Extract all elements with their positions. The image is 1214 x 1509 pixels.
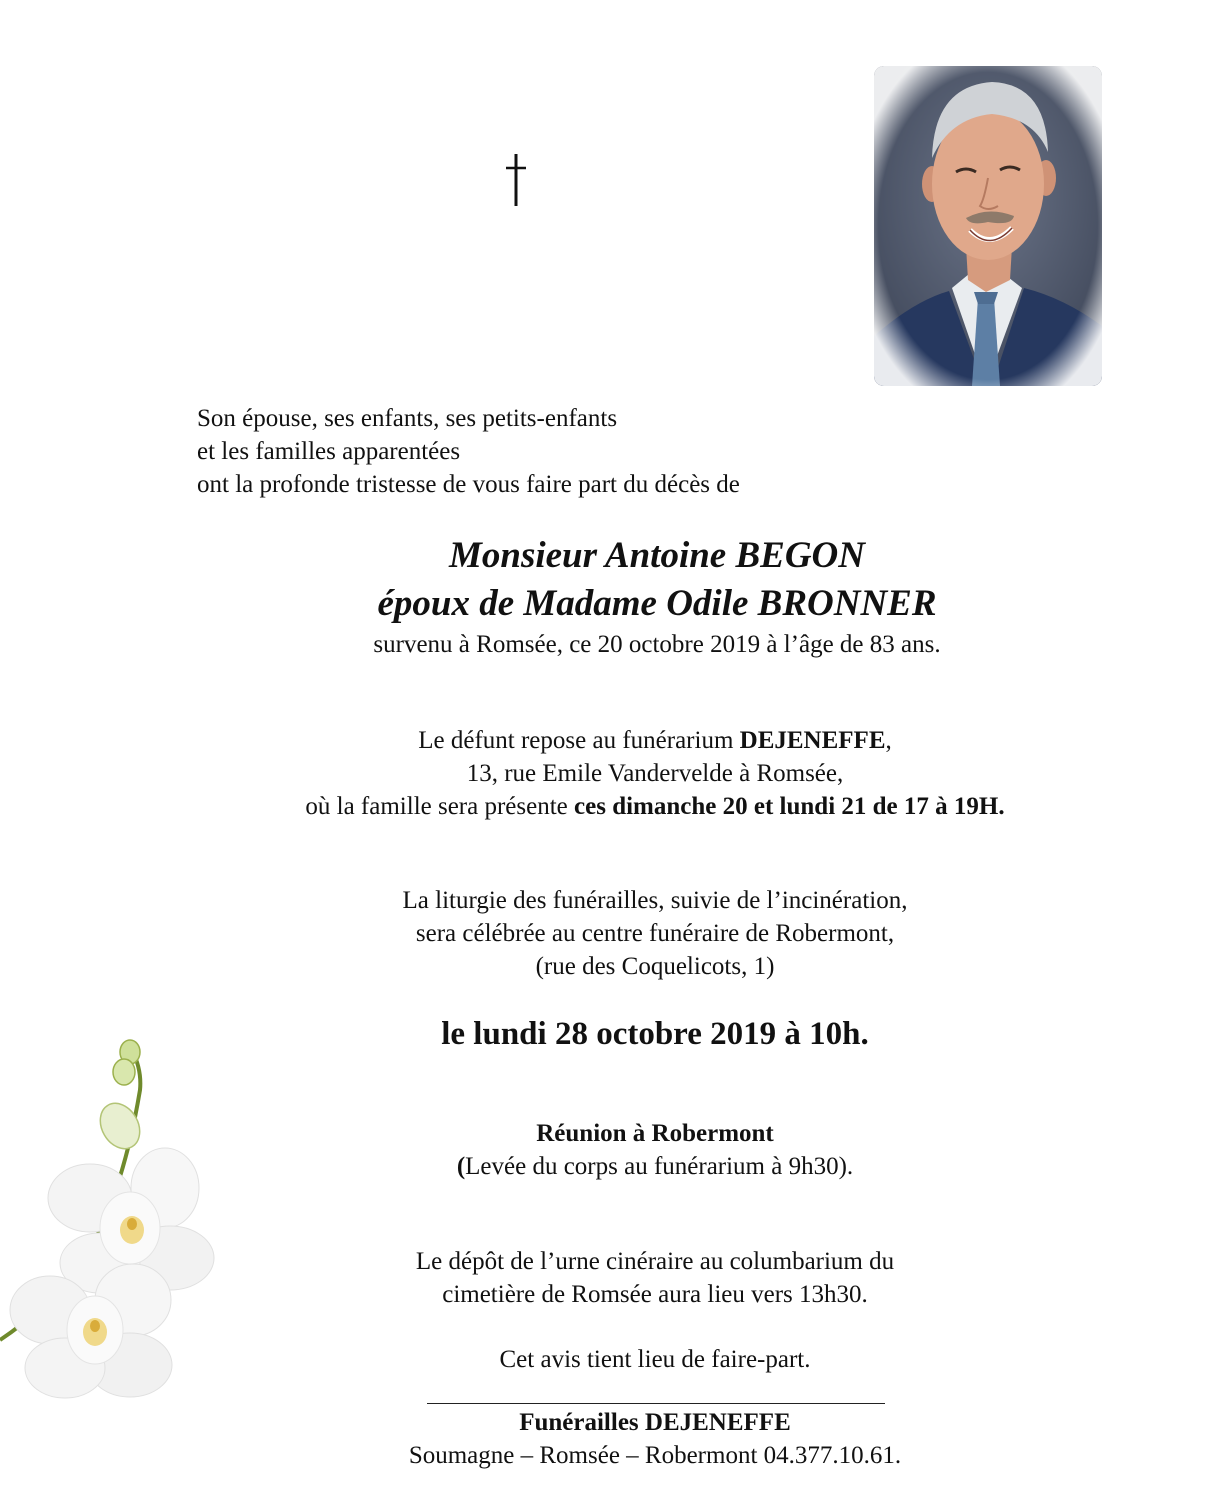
repose-text: Le défunt repose au funérarium xyxy=(418,727,740,754)
liturgy-line: sera célébrée au centre funéraire de Robermont, xyxy=(415,920,895,947)
funeral-home-paragraph xyxy=(60,724,1214,823)
death-details: survenu à Romsée, ce 20 octobre 2019 à l’âge de 83 ans. xyxy=(373,631,941,658)
visiting-hours: ces dimanche 20 et lundi 21 de 17 à 19H. xyxy=(574,793,1005,820)
funeral-contact: Soumagne – Romsée – Robermont 04.377.10.61. xyxy=(408,1442,902,1469)
deceased-name-block xyxy=(62,532,1214,628)
family-intro xyxy=(197,402,740,501)
deposit-line: Le dépôt de l’urne cinéraire au columbarium du xyxy=(415,1248,895,1275)
intro-line: Son épouse, ses enfants, ses petits-enfants xyxy=(197,405,618,432)
gathering-title: Réunion à Robermont xyxy=(536,1120,774,1147)
divider-line xyxy=(427,1403,885,1404)
liturgy-line: La liturgie des funérailles, suivie de l’incinération, xyxy=(402,887,908,914)
deposit-line: cimetière de Romsée aura lieu vers 13h30. xyxy=(442,1281,868,1308)
ceremony-date: le lundi 28 octobre 2019 à 10h. xyxy=(441,1016,869,1052)
footer xyxy=(60,1406,1214,1472)
liturgy-paragraph xyxy=(60,884,1214,983)
deceased-name: Monsieur Antoine BEGON xyxy=(448,535,865,576)
funeral-home-name: DEJENEFFE xyxy=(739,727,886,754)
repose-line-1 xyxy=(60,724,1214,757)
gathering-detail-text: Levée du corps au funérarium à 9h30). xyxy=(465,1153,854,1180)
spouse-name: époux de Madame Odile BRONNER xyxy=(377,583,937,624)
liturgy-line: (rue des Coquelicots, 1) xyxy=(535,953,775,980)
repose-line-2: 13, rue Emile Vandervelde à Romsée, xyxy=(466,760,844,787)
repose-line-3 xyxy=(60,790,1214,823)
repose-punct: , xyxy=(885,727,892,754)
gathering-paren: ( xyxy=(456,1153,466,1180)
portrait-photo xyxy=(874,66,1102,386)
orchid-icon xyxy=(0,1030,300,1410)
intro-line: ont la profonde tristesse de vous faire part du décès de xyxy=(197,471,740,498)
cross-icon xyxy=(498,150,538,210)
repose-text: où la famille sera présente xyxy=(305,793,575,820)
funeral-company: Funérailles DEJENEFFE xyxy=(519,1409,791,1436)
intro-line: et les familles apparentées xyxy=(197,438,461,465)
notice-statement: Cet avis tient lieu de faire-part. xyxy=(499,1346,811,1373)
